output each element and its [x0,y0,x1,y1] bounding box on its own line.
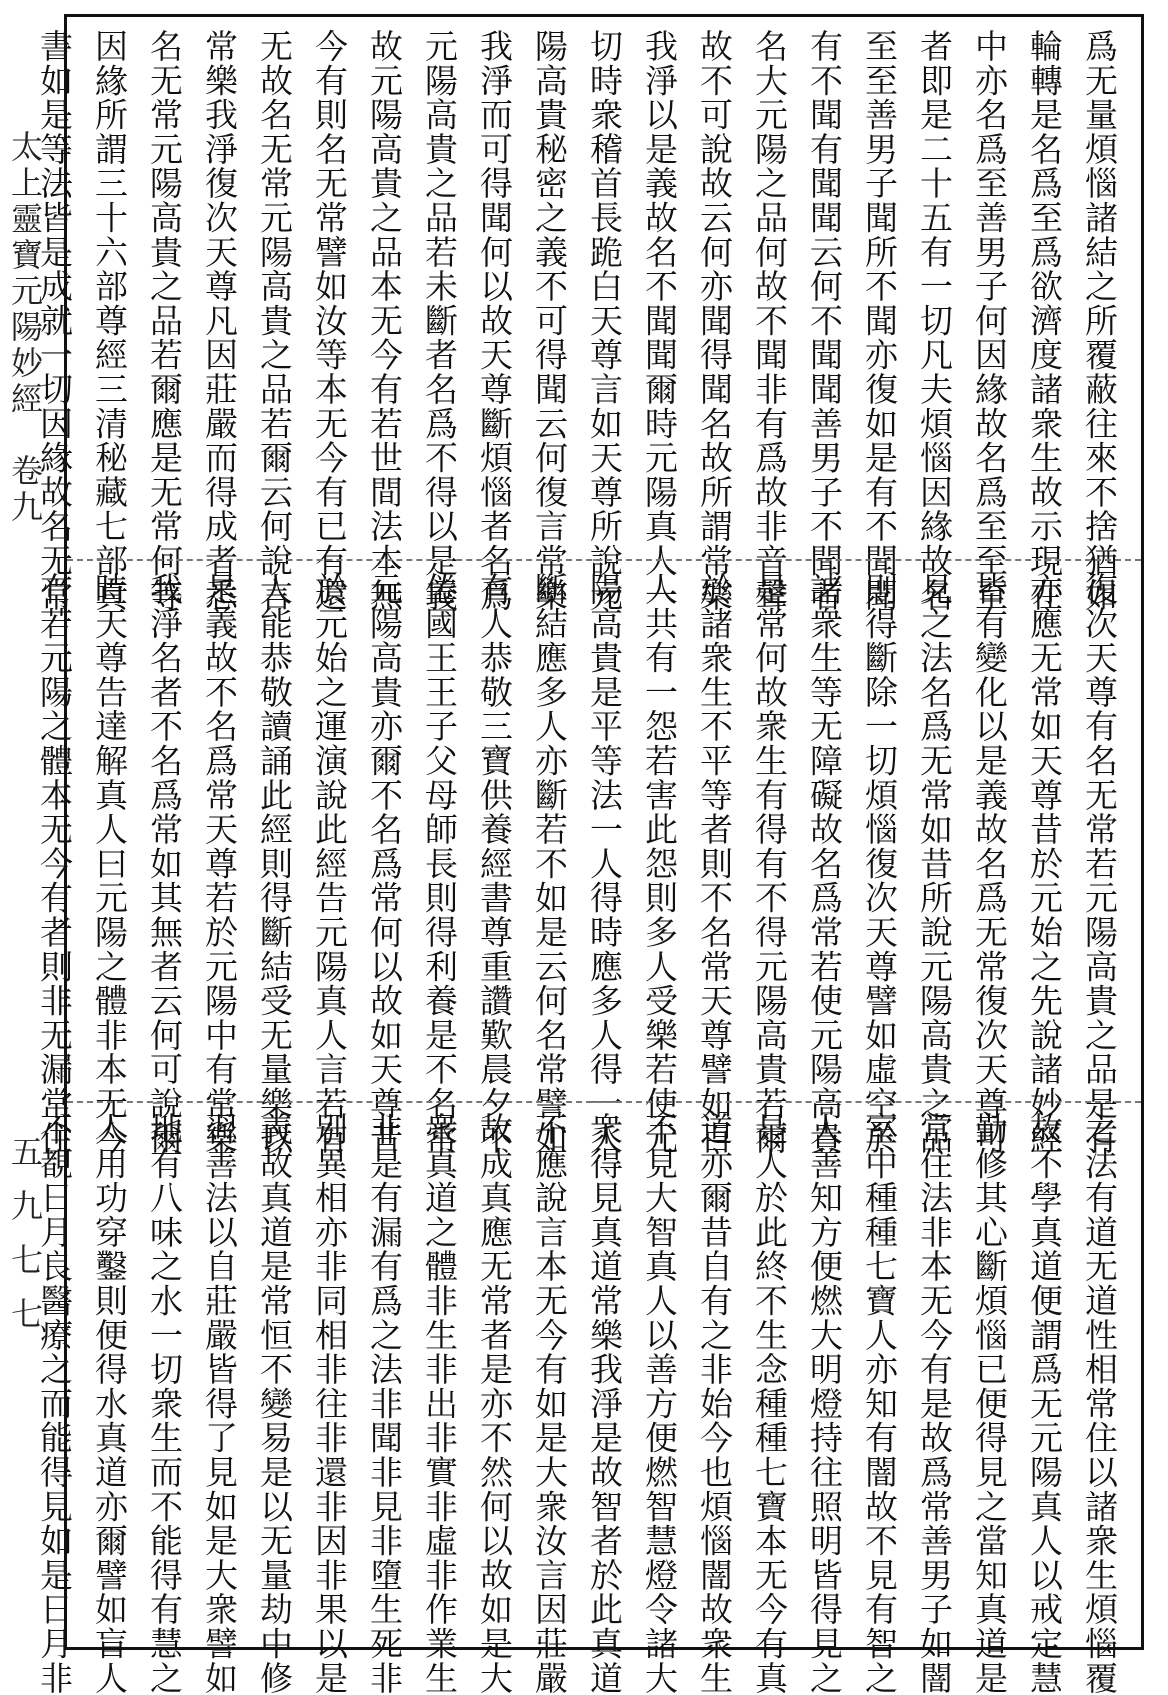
text-column: 不覩日月良醫療之而能得見如是日月非 [35,1112,74,1695]
text-column: 衆得見真道常樂我淨是故智者於此真道 [585,1112,624,1695]
text-column: 不應說言本无今有如是大衆汝言因莊嚴 [530,1112,569,1695]
text-column: 諸衆生等无障礙故名爲常若使元陽高貴 [805,572,844,1156]
text-column: 義故真道是常恒不變易是以无量劫中修 [255,1112,294,1695]
text-column: 不見大智真人以善方便燃智慧燈令諸大 [640,1112,679,1695]
text-column: 无故名无常元陽高貴之品若爾云何說言 [255,29,294,613]
text-column: 地有八味之水一切衆生而不能得有慧之 [145,1112,184,1695]
text-column: 故成真應无常者是亦不然何以故如是大 [475,1112,514,1695]
text-column: 亦應无常如天尊昔於元始之先說諸妙經 [1025,572,1064,1156]
text-column: 斷結應多人亦斷若不如是云何名常譬如 [530,572,569,1156]
register-top [35,29,1127,613]
text-column: 人能恭敬讀誦此經則得斷結受无量樂以 [255,572,294,1156]
text-column: 我淨而可得聞何以故天尊斷煩惱者名爲 [475,29,514,613]
text-column: 復次天尊有名无常若元陽高貴之品是有 [1080,572,1119,1156]
text-column: 人用功穿鑿則便得水真道亦爾譬如盲人 [90,1112,129,1695]
register-text [35,1112,1127,1695]
text-column: 元陽高貴亦爾不名爲常何以故如天尊昔 [365,572,404,1156]
text-column: 今有則名无常譬如汝等本无今有已有還 [310,29,349,613]
text-column: 見之法名爲无常如昔所說元陽高貴之品 [915,572,954,1156]
text-column: 是義故不名爲常天尊若於元陽中有常樂 [200,572,239,1156]
text-column: 故不學真道便謂爲无元陽真人以戒定慧 [1025,1112,1064,1695]
text-column: 於元始之運演說此經告元陽真人言若有 [310,572,349,1156]
text-column: 切時衆稽首長跪白天尊言如天尊所說元 [585,29,624,613]
text-column: 皆有變化以是義故名爲无常復次天尊可 [970,572,1009,1156]
text-column: 則得斷除一切煩惱復次天尊譬如虛空於 [860,572,899,1156]
text-column: 於諸衆生不平等者則不名常天尊譬如百 [695,572,734,1156]
text-column: 中亦名爲至善男子何因緣故名爲至至至 [970,29,1009,613]
register-divider [67,1101,1141,1103]
text-column: 我淨以是義故名不聞聞爾時元陽真人一 [640,29,679,613]
text-column: 勤修其心斷煩惱已便得見之當知真道是 [970,1112,1009,1695]
text-column: 輪轉是名爲至爲欲濟度諸衆生故示現在 [1025,29,1064,613]
text-column: 倦國王王子父母師長則得利養是不名常 [420,572,459,1156]
register-divider [67,559,1141,561]
text-column: 室中種種七寶人亦知有闇故不見有智之 [860,1112,899,1695]
text-column: 元陽高貴之品若未斷者名爲不得以是義 [420,29,459,613]
text-column: 因緣所謂三十六部尊經三清秘藏七部真 [90,29,129,613]
text-column: 者即是二十五有一切凡夫煩惱因緣故名 [915,29,954,613]
text-column: 是人於此終不生念種種七寶本无今有真 [750,1112,789,1695]
text-column: 陽高貴秘密之義不可得聞云何復言常樂 [530,29,569,613]
text-column: 非是有漏有爲之法非聞非見非墮生死非 [365,1112,404,1695]
text-column: 道亦爾昔自有之非始今也煩惱闇故衆生 [695,1112,734,1695]
text-column: 陽高貴是平等法一人得時應多人得一人 [585,572,624,1156]
text-column: 常樂我淨復次天尊凡因莊嚴而得成者悉 [200,29,239,613]
text-column: 別異相亦非同相非往非還非因非果以是 [310,1112,349,1695]
page-frame [35,14,1144,1695]
text-column: 習善法以自莊嚴皆得了見如是大衆譬如 [200,1112,239,1695]
text-column: 名大元陽之品何故不聞非有爲故非音聲 [750,29,789,613]
text-column: 故不可說故云何亦聞得聞名故所謂常樂 [695,29,734,613]
register-text [35,29,1127,613]
text-column: 故元陽高貴之品本无今有若世間法本無 [365,29,404,613]
text-column: 時天尊告達解真人曰元陽之體非本无今 [90,572,129,1156]
text-column: 之法有道无道性相常住以諸衆生煩惱覆 [1080,1112,1119,1695]
text-column: 有不聞有聞聞云何不聞聞善男子不聞者 [805,29,844,613]
text-column: 有人恭敬三寶供養經書尊重讚歎晨夕不 [475,572,514,1156]
sutra-title: 太上靈寶元陽妙經 卷九 [6,130,44,526]
text-column: 有若元陽之體本无今有者則非无漏常住 [35,572,74,1156]
text-column: 人共有一怨若害此怨則多人受樂若使元 [640,572,679,1156]
text-column: 是常何故衆生有得有不得元陽高貴若爾 [750,572,789,1156]
register-bottom [35,1112,1127,1695]
text-column: 我淨名者不名爲常如其無者云何可說爾 [145,572,184,1156]
text-column: 書如是等法皆是成就一切因緣故名无常 [35,29,74,613]
text-column: 爲无量煩惱諸結之所覆蔽往來不捨猶如 [1080,29,1119,613]
text-column: 名无常元陽高貴之品若爾應是无常何等 [145,29,184,613]
text-column: 衆真道之體非生非出非實非虛非作業生 [420,1112,459,1695]
text-column: 常住法非本无今有是故爲常善男子如闇 [915,1112,954,1695]
register-text [35,572,1127,1156]
text-column: 至至善男子聞所不聞亦復如是有不聞聞 [860,29,899,613]
text-column: 人善知方便燃大明燈持往照明皆得見之 [805,1112,844,1695]
page-number: 五九七七 [6,1135,44,1351]
register-middle [35,572,1127,1156]
